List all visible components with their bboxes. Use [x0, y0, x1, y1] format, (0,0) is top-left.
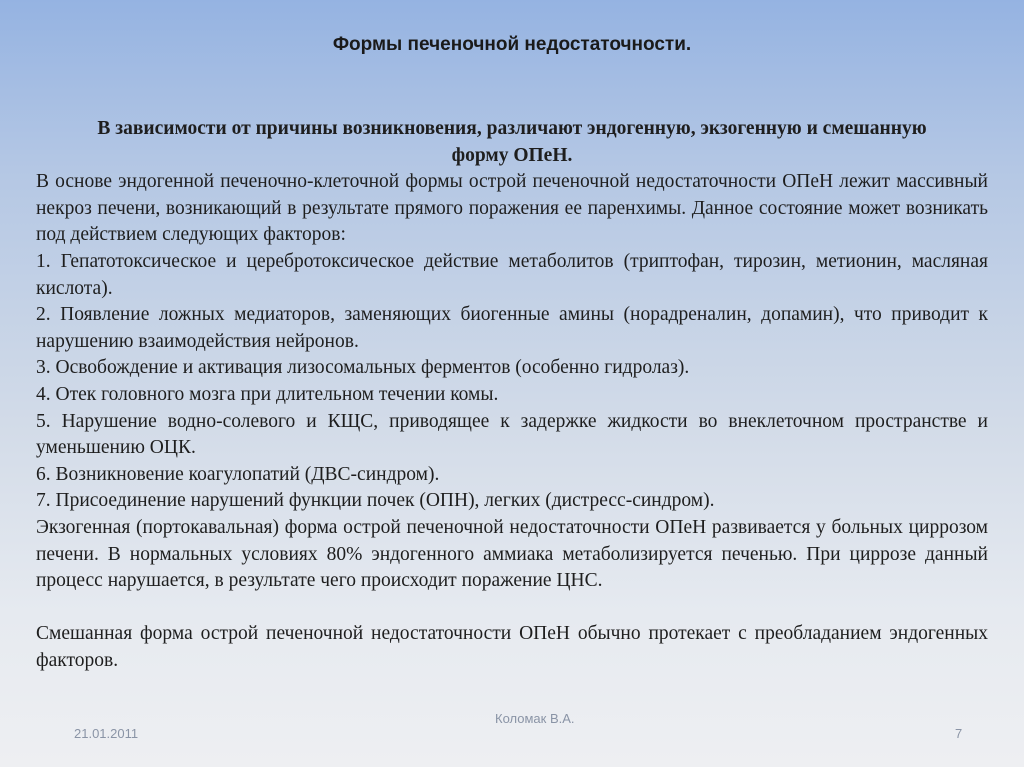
list-item: 3. Освобождение и активация лизосомальных ферментов (особенно гидролаз).	[36, 357, 690, 379]
slide-body	[36, 116, 988, 674]
list-item: 6. Возникновение коагулопатий (ДВС-синдром).	[36, 463, 440, 485]
slide-title: Формы печеночной недостаточности.	[332, 34, 692, 55]
list-item: 5. Нарушение водно-солевого и КЩС, приводящее к задержке жидкости во внеклеточном пространстве и уменьшению ОЦК.	[36, 410, 988, 459]
intro-paragraph: В основе эндогенной печеночно-клеточной формы острой печеночной недостаточности ОПеН лежит массивный некроз печени, возникающий в результате прямого поражения ее паренхимы. Данное состояние может возникать под действием следующих факторов:	[36, 171, 988, 246]
list-item: 2. Появление ложных медиаторов, заменяющих биогенные амины (норадреналин, допамин), что приводит к нарушению взаимодействия нейронов.	[36, 304, 988, 352]
footer-page-number: 7	[955, 726, 963, 741]
footer-author: Коломак В.А.	[495, 711, 575, 726]
footer-date: 21.01.2011	[74, 726, 139, 741]
list-item: 7. Присоединение нарушений функции почек (ОПН), легких (дистресс-синдром).	[36, 490, 715, 512]
list-item: 4. Отек головного мозга при длительном течении комы.	[36, 383, 499, 405]
exogenous-paragraph: Экзогенная (портокавальная) форма острой печеночной недостаточности ОПеН развивается у больных циррозом печени. В нормальных условиях 80% эндогенного аммиака метаболизируется печенью. При циррозе данный процесс нарушается, в результате чего происходит поражение ЦНС.	[36, 516, 988, 592]
mixed-form-paragraph: Смешанная форма острой печеночной недостаточности ОПеН обычно протекает с преобладанием эндогенных факторов.	[36, 623, 988, 671]
list-item: 1. Гепатотоксическое и церебротоксическое действие метаболитов (триптофан, тирозин, метионин, масляная кислота).	[36, 250, 988, 299]
slide-subtitle: В зависимости от причины возникновения, различают эндогенную, экзогенную и смешанную форму ОПеН.	[97, 118, 927, 166]
paragraph-spacer	[36, 595, 988, 622]
